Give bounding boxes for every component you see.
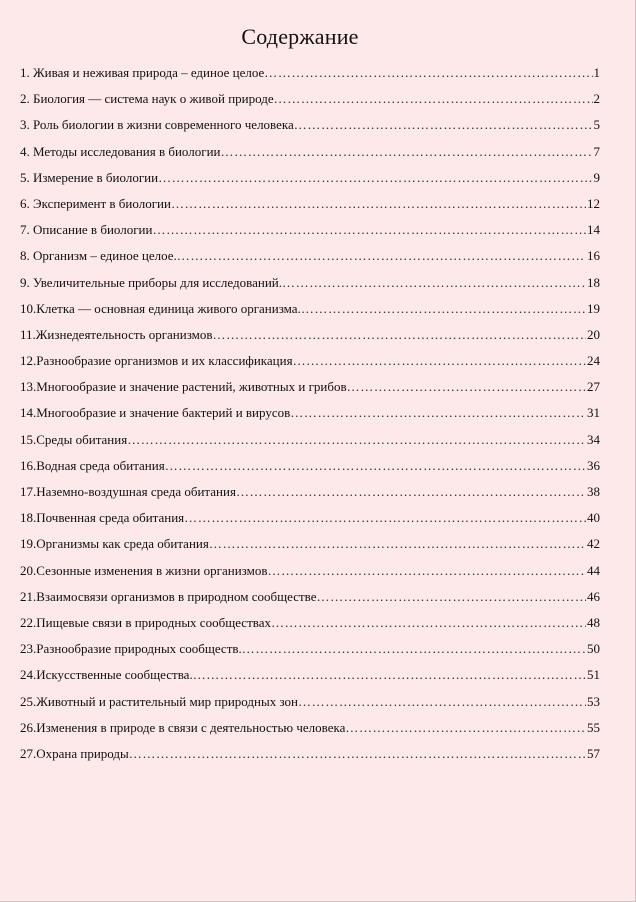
toc-dot-leader [294,112,593,138]
toc-entry-label: 13.Многообразие и значение растений, животных и грибов [20,379,347,395]
toc-entry[interactable] [20,505,600,531]
toc-page-number: 40 [587,510,600,526]
toc-entry-label: 17.Наземно-воздушная среда обитания [20,484,236,499]
toc-page-number: 24 [587,353,600,369]
toc-entry-label: 14.Многообразие и значение бактерий и вирусов [20,405,291,421]
toc-entry[interactable] [20,139,600,165]
toc-entry-label: 11.Жизнедеятельность организмов [20,326,213,342]
toc-page-number: 5 [593,117,600,133]
toc-entry[interactable] [20,348,600,374]
toc-dot-leader [165,453,586,479]
toc-entry-label: 15.Среды обитания [20,431,128,447]
toc-entry-label: 4. Методы исследования в биологии [20,143,221,159]
toc-entry[interactable] [20,296,600,322]
toc-dot-leader [152,217,586,243]
toc-entry[interactable] [20,427,600,453]
toc-page-number: 12 [587,195,600,211]
toc-entry[interactable] [20,217,600,243]
toc-page-number: 57 [587,745,600,761]
toc-page-number: 16 [587,248,600,264]
toc-dot-leader [316,584,586,610]
toc-entry[interactable] [20,165,600,191]
toc-dot-leader [301,296,586,322]
toc-dot-leader [242,636,586,662]
toc-entry-label: 12.Разнообразие организмов и их классификация [20,353,293,369]
toc-entry[interactable] [20,584,600,610]
toc-entry-label: 6. Эксперимент в биологии [20,195,171,211]
toc-page-number: 2 [593,91,600,107]
toc-entry-label: 8. Организм – единое целое. [20,248,177,264]
toc-page-number: 1 [593,65,600,80]
toc-entry-label: 26.Изменения в природе в связи с деятельностью человека [20,719,346,735]
toc-entry-label: 22.Пищевые связи в природных сообществах [20,614,271,630]
toc-page-number: 53 [587,693,600,709]
toc-page-number: 31 [587,405,600,421]
toc-entry[interactable] [20,86,600,112]
toc-page-number: 34 [587,431,600,447]
toc-entry[interactable] [20,662,600,688]
toc-page-number: 46 [587,588,600,604]
toc-entry[interactable] [20,243,600,269]
toc-dot-leader [274,86,593,112]
toc-dot-leader [177,243,586,269]
toc-entry-label: 7. Описание в биологии [20,222,153,238]
toc-dot-leader [129,741,586,767]
toc-page-number: 42 [587,536,600,552]
toc-entry[interactable] [20,689,600,715]
toc-dot-leader [236,479,586,505]
toc-entry-label: 25.Животный и растительный мир природных зон [20,693,299,709]
toc-entry[interactable] [20,453,600,479]
toc-entry-label: 21.Взаимосвязи организмов в природном сообществе [20,588,317,604]
toc-entry[interactable] [20,322,600,348]
toc-page-number: 19 [587,300,600,316]
toc-entry-label: 2. Биология — система наук о живой природе [20,91,274,107]
toc-page-number: 48 [587,614,600,630]
toc-dot-leader [221,139,593,165]
toc-dot-leader [193,662,586,688]
toc-dot-leader [345,715,586,741]
toc-dot-leader [127,427,586,453]
toc-dot-leader [264,60,592,86]
toc-page-number: 51 [587,667,600,683]
toc-dot-leader [267,558,586,584]
toc-page-number: 38 [587,484,600,499]
toc-dot-leader [213,322,586,348]
toc-dot-leader [209,531,586,557]
toc-dot-leader [298,689,586,715]
toc-entry[interactable] [20,558,600,584]
toc-entry[interactable] [20,479,600,505]
toc-page-number: 44 [587,562,600,578]
toc-entry-label: 10.Клетка — основная единица живого организма. [20,300,301,316]
toc-page-number: 50 [587,641,600,657]
toc-page-number: 9 [593,169,600,185]
toc-dot-leader [293,348,586,374]
toc-entry-label: 18.Почвенная среда обитания [20,510,185,526]
toc-entry[interactable] [20,270,600,296]
toc-page-number: 7 [593,143,600,159]
toc-entry-label: 19.Организмы как среда обитания [20,536,209,552]
toc-entry[interactable] [20,531,600,557]
toc-dot-leader [347,374,586,400]
toc-entry-label: 3. Роль биологии в жизни современного человека [20,117,294,133]
toc-entry[interactable] [20,610,600,636]
toc-entry[interactable] [20,374,600,400]
toc-dot-leader [271,610,586,636]
toc-page-number: 55 [587,719,600,735]
toc-entry[interactable] [20,636,600,662]
toc-dot-leader [184,505,586,531]
toc-page-number: 27 [587,379,600,395]
toc-entry-label: 27.Охрана природы [20,745,129,761]
page-title: Содержание [241,24,359,49]
table-of-contents [20,60,600,767]
toc-page-number: 36 [587,457,600,473]
toc-entry[interactable] [20,112,600,138]
toc-entry-label: 9. Увеличительные приборы для исследований. [20,274,282,290]
toc-entry-label: 5. Измерение в биологии [20,169,159,185]
toc-entry[interactable] [20,715,600,741]
toc-entry[interactable] [20,741,600,767]
toc-entry-label: 24.Искусственные сообщества. [20,667,193,683]
toc-entry-label: 23.Разнообразие природных сообществ. [20,641,242,657]
toc-dot-leader [171,191,586,217]
toc-page-number: 20 [587,326,600,342]
toc-dot-leader [282,270,586,296]
toc-entry[interactable] [20,60,600,86]
toc-page-number: 18 [587,274,600,290]
toc-entry-label: 20.Сезонные изменения в жизни организмов [20,562,268,578]
toc-dot-leader [290,400,586,426]
toc-dot-leader [158,165,592,191]
toc-entry-label: 1. Живая и неживая природа – единое целое [20,65,265,80]
toc-entry-label: 16.Водная среда обитания [20,457,165,473]
toc-entry[interactable] [20,191,600,217]
toc-entry[interactable] [20,400,600,426]
toc-page-number: 14 [587,222,600,238]
